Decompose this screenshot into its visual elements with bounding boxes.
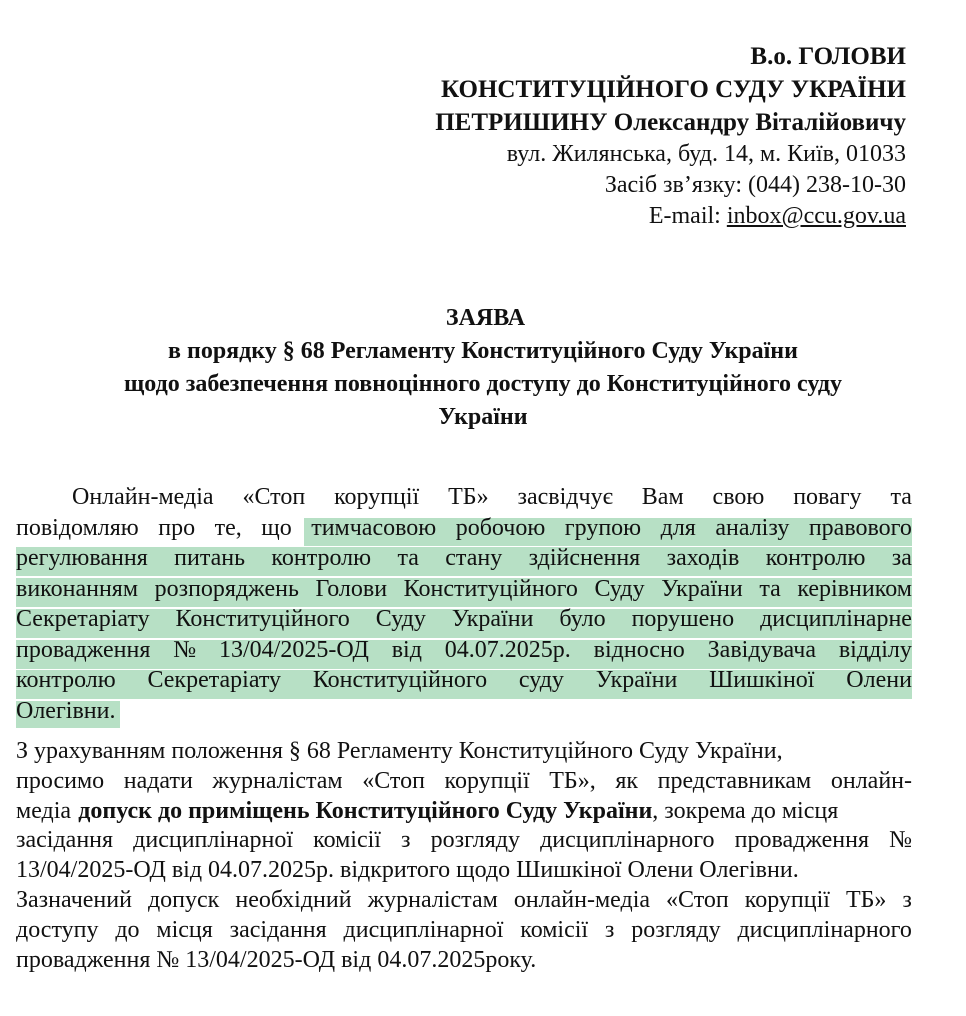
word: комісії <box>520 916 589 943</box>
paragraph-line <box>16 916 912 946</box>
word: та <box>397 545 419 571</box>
word: заходів <box>666 545 740 571</box>
word: України <box>595 667 678 693</box>
word: «Стоп <box>666 886 729 913</box>
word: представникам <box>657 767 812 794</box>
word: онлайн- <box>830 767 912 794</box>
word: корупції <box>444 767 530 794</box>
word: засвідчує <box>517 484 613 510</box>
word: № <box>889 827 912 854</box>
word: Шишкіної <box>709 667 815 693</box>
email-link[interactable]: inbox@ccu.gov.ua <box>726 203 906 229</box>
word: необхідний <box>235 886 352 913</box>
paragraph-2 <box>16 737 912 975</box>
paragraph-line <box>16 543 912 574</box>
addressee-address: вул. Жилянська, буд. 14, м. Київ, 01033 <box>506 141 906 167</box>
word: дисциплінарної <box>133 827 294 854</box>
word: повагу <box>793 484 862 510</box>
addressee-institution: КОНСТИТУЦІЙНОГО СУДУ УКРАЇНИ <box>441 76 906 103</box>
statement-subtitle-3: України <box>438 404 528 430</box>
word: здійснення <box>528 545 641 571</box>
addressee-phone: Засіб зв’язку: (044) 238-10-30 <box>604 172 906 198</box>
paragraph-line <box>16 665 912 696</box>
word: дисциплінарної <box>343 916 504 943</box>
word: комісії <box>313 827 381 854</box>
word: було <box>559 606 606 632</box>
word: місця <box>156 916 213 943</box>
word: ТБ» <box>448 484 489 510</box>
addressee-block <box>306 40 906 232</box>
word: розгляду <box>430 827 520 854</box>
word: Завідувача <box>707 636 816 663</box>
paragraph-1 <box>16 482 912 726</box>
addressee-position: В.о. ГОЛОВИ <box>750 43 906 70</box>
word: виконанням <box>16 575 139 602</box>
word: до <box>115 916 140 943</box>
word: та <box>890 484 912 510</box>
word: про <box>158 514 196 541</box>
word: Конституційного <box>312 667 488 693</box>
word: для <box>660 514 696 541</box>
word: «Стоп <box>362 767 425 794</box>
paragraph-line <box>16 574 912 605</box>
word: питань <box>174 545 246 571</box>
statement-subtitle-2: щодо забезпечення повноцінного доступу до Конституційного суду <box>124 371 842 397</box>
word: дисциплінарне <box>760 606 912 632</box>
word: Голови <box>315 575 388 602</box>
word: розпоряджень <box>154 575 299 602</box>
paragraph-line <box>16 886 912 916</box>
paragraph-line: З урахуванням положення § 68 Регламенту Конституційного Суду України, <box>16 738 783 764</box>
word: онлайн-медіа <box>513 886 651 913</box>
paragraph-line <box>16 482 912 513</box>
word: 13/04/2025-ОД <box>219 636 369 663</box>
word: з <box>902 886 912 913</box>
word: що <box>261 514 292 541</box>
word: надати <box>123 767 193 794</box>
word: суду <box>518 667 564 693</box>
word: Секретаріату <box>16 606 150 632</box>
word: Секретаріату <box>147 667 282 693</box>
word: розгляду <box>631 916 721 943</box>
statement-subtitle-1: в порядку § 68 Регламенту Конституційного Суду України <box>168 338 798 364</box>
word: як <box>615 767 639 794</box>
paragraph-line: Олегівни. <box>16 697 116 724</box>
word: порушено <box>631 606 735 632</box>
word: відділу <box>838 636 912 663</box>
word: правового <box>808 514 912 541</box>
addressee-name: ПЕТРИШИНУ Олександру Віталійовичу <box>435 109 906 136</box>
word: Вам <box>641 484 684 510</box>
word: корупції <box>334 484 420 510</box>
word: ТБ», <box>549 767 596 794</box>
word: Онлайн-медіа <box>72 484 214 510</box>
paragraph-line: провадження № 13/04/2025-ОД від 04.07.2025року. <box>16 946 537 973</box>
word: 04.07.2025р. <box>444 636 571 663</box>
word: просимо <box>16 767 105 794</box>
word: Зазначений <box>16 886 132 913</box>
word: та <box>759 575 781 602</box>
word: групою <box>564 514 642 541</box>
word: доступу <box>16 916 99 943</box>
word: провадження <box>734 827 869 854</box>
word: відносно <box>593 636 685 663</box>
word: засідання <box>16 827 114 854</box>
word: з <box>401 827 411 854</box>
word: за <box>891 545 912 571</box>
word: ТБ» <box>845 886 887 913</box>
paragraph-text: , зокрема до місця <box>652 797 839 824</box>
paragraph-text: медіа <box>16 797 72 824</box>
addressee-email-line <box>306 201 906 232</box>
word: Конституційного <box>403 575 578 602</box>
word: провадження <box>16 636 151 663</box>
word: допуск <box>147 886 220 913</box>
statement-heading: ЗАЯВА <box>445 305 526 331</box>
word: тимчасовою <box>311 514 437 541</box>
word: засідання <box>229 916 327 943</box>
word: № <box>173 636 197 663</box>
paragraph-line <box>16 604 912 635</box>
emphasized-access-request: допуск до приміщень Конституційного Суду України <box>78 797 653 824</box>
word: Суду <box>594 575 645 602</box>
word: Олени <box>846 667 912 693</box>
word: робочою <box>455 514 546 541</box>
word: Конституційного <box>175 606 350 632</box>
word: дисциплінарного <box>737 916 912 943</box>
word: України <box>661 575 743 602</box>
word: журналістам <box>367 886 498 913</box>
word: «Стоп <box>242 484 306 510</box>
statement-title-block <box>0 302 966 434</box>
paragraph-line <box>16 826 912 856</box>
word: від <box>391 636 422 663</box>
word: корупції <box>744 886 830 913</box>
word: дисциплінарного <box>540 827 715 854</box>
word: контролю <box>271 545 372 571</box>
word: стану <box>445 545 503 571</box>
word: повідомляю <box>16 514 139 541</box>
paragraph-line <box>16 513 912 544</box>
word: регулювання <box>16 545 148 571</box>
word: те, <box>214 514 242 541</box>
word: Суду <box>375 606 426 632</box>
word: журналістам <box>212 767 343 794</box>
paragraph-line <box>16 635 912 666</box>
word: України <box>451 606 534 632</box>
word: контролю <box>765 545 866 571</box>
word: контролю <box>16 667 116 693</box>
word: аналізу <box>715 514 790 541</box>
word: свою <box>712 484 765 510</box>
word: керівником <box>797 575 912 602</box>
paragraph-line-with-emphasis <box>16 797 912 827</box>
email-label: E-mail: <box>648 203 721 229</box>
paragraph-line: 13/04/2025-ОД від 04.07.2025р. відкритого щодо Шишкіної Олени Олегівни. <box>16 857 799 884</box>
word: з <box>604 916 615 943</box>
paragraph-line <box>16 767 912 797</box>
